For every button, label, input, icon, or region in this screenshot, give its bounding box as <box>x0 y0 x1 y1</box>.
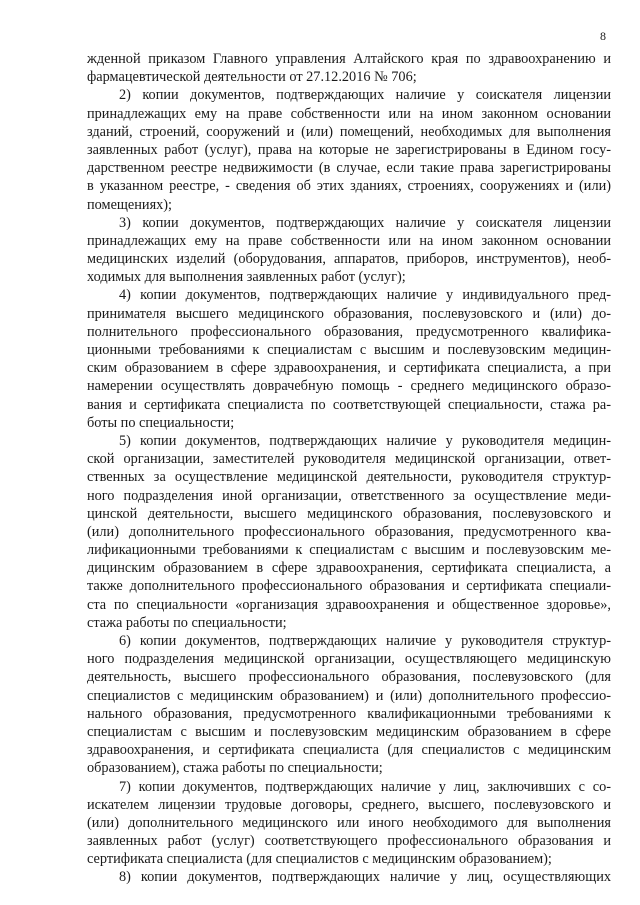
text-line: зданий, строений, сооружений и (или) помещений, необходимых для выполнения <box>87 123 611 140</box>
text-line: дарственном реестре недвижимости (в случае, если такие права зарегистрированы <box>87 160 611 177</box>
text-line: 4) копии документов, подтверждающих наличие у индивидуального пред- <box>119 287 611 304</box>
paragraph <box>87 868 611 886</box>
text-line: ного подразделения медицинской организации, осуществляющего медицинскую <box>87 651 611 668</box>
text-line: полнительного профессионального образования, предусмотренного квалифика- <box>87 323 611 340</box>
text-line: принадлежащих ему на праве собственности или на ином законном основании <box>87 105 611 122</box>
text-line: намерении осуществлять доврачебную помощь - среднего медицинского образо- <box>87 378 611 395</box>
text-line: (или) дополнительного медицинского или иного необходимого для выполнения <box>87 814 611 831</box>
text-line: медицинских изделий (оборудования, аппаратов, приборов, инструментов), необ- <box>87 251 611 268</box>
paragraph <box>87 778 611 869</box>
text-line: вания и сертификата специалиста по соответствующей специальности, стажа ра- <box>87 396 611 413</box>
text-line: нального образования, предусмотренного квалификационными требованиями к <box>87 705 611 722</box>
text-line: дицинским образованием в сфере здравоохранения, сертификата специалиста, а <box>87 560 611 577</box>
text-line: ственных за осуществление медицинской деятельности, руководителя структур- <box>87 469 611 486</box>
text-line: деятельность, высшего профессионального образования, послевузовского (для <box>87 669 611 686</box>
text-line: ской организации, заместителей руководителя медицинской организации, ответ- <box>87 451 611 468</box>
text-line: 6) копии документов, подтверждающих наличие у руководителя структур- <box>119 633 611 649</box>
paragraph <box>87 286 611 432</box>
text-line: 2) копии документов, подтверждающих наличие у соискателя лицензии <box>119 87 611 104</box>
text-line: фармацевтической деятельности от 27.12.2016 № 706; <box>87 69 417 86</box>
text-line: искателем лицензии трудовые договоры, среднего, высшего, послевузовского и <box>87 796 611 813</box>
text-line: специалистам с высшим и послевузовским медицинским образованием в сфере <box>87 723 611 740</box>
text-line: ного подразделения иной организации, ответственного за осуществление меди- <box>87 487 611 504</box>
text-line: ционными требованиями к специалистам с высшим и послевузовским медицин- <box>87 342 611 358</box>
paragraph <box>87 632 611 778</box>
paragraph <box>87 214 611 287</box>
text-line: ским образованием в сфере здравоохранения, и сертификата специалиста, а при <box>87 360 611 377</box>
text-line: жденной приказом Главного управления Алтайского края по здравоохранению и <box>87 51 611 67</box>
text-line: (или) дополнительного профессионального образования, предусмотренного ква- <box>87 523 611 540</box>
text-line: образованием), стажа работы по специальности; <box>87 760 383 777</box>
text-line: заявленных работ (услуг), права на которые не зарегистрированы в Едином госу- <box>87 141 611 158</box>
text-line: также дополнительного профессионального образования и сертификата специали- <box>87 578 611 595</box>
text-line: ста по специальности «организация здравоохранения и общественное здоровье», <box>87 596 611 613</box>
document-body <box>87 50 611 887</box>
text-line: 3) копии документов, подтверждающих наличие у соискателя лицензии <box>119 214 611 231</box>
paragraph <box>87 432 611 632</box>
text-line: цинской деятельности, высшего медицинского образования, послевузовского и <box>87 505 611 522</box>
text-line: лификационными требованиями к специалистам с высшим и послевузовским ме- <box>87 542 611 559</box>
text-line: в указанном реестре, - сведения об этих зданиях, строениях, сооружениях и (или) <box>87 178 611 195</box>
text-line: сертификата специалиста (для специалистов с медицинским образованием); <box>87 851 552 868</box>
text-line: помещениях); <box>87 196 173 213</box>
text-line: здравоохранения, и сертификата специалиста (для специалистов с медицинским <box>87 742 611 759</box>
text-line: боты по специальности; <box>87 414 235 431</box>
text-line: специалистов с медицинским образованием) и (или) дополнительного профессио- <box>87 687 611 704</box>
paragraph <box>87 86 611 213</box>
text-line: 8) копии документов, подтверждающих наличие у лиц, осуществляющих <box>119 869 611 886</box>
text-line: ходимых для выполнения заявленных работ (услуг); <box>87 269 406 286</box>
text-line: принадлежащих ему на праве собственности или на ином законном основании <box>87 232 611 249</box>
text-line: принимателя высшего медицинского образования, послевузовского и (или) до- <box>87 305 611 322</box>
text-line: 7) копии документов, подтверждающих наличие у лиц, заключивших с со- <box>119 778 611 795</box>
text-line: стажа работы по специальности; <box>87 614 287 631</box>
page-number: 8 <box>600 29 606 43</box>
text-line: заявленных работ (услуг) соответствующего профессионального образования и <box>87 833 611 850</box>
paragraph <box>87 50 611 86</box>
text-line: 5) копии документов, подтверждающих наличие у руководителя медицин- <box>119 432 611 449</box>
